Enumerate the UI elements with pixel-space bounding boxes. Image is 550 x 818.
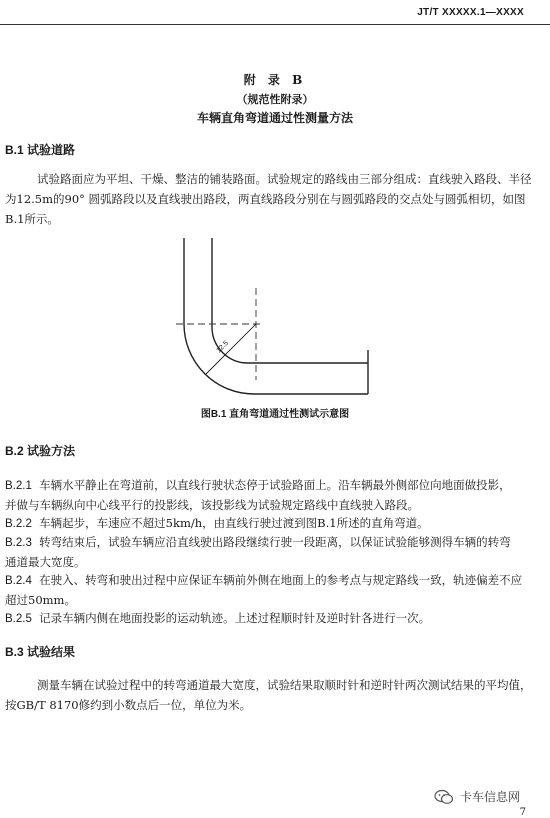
inner-arc xyxy=(212,327,248,363)
paragraph-line: 按GB/T 8170修约到小数点后一位，单位为米。 xyxy=(5,698,252,712)
paragraph-line: 测量车辆在试验过程中的转弯通道最大宽度，试验结果取顺时针和逆时针两次测试结果的平均值， xyxy=(37,678,532,692)
item-b2-2: B.2.2 车辆起步，车速应不超过5km/h，由直线行驶过渡到图B.1所述的直角弯道。 xyxy=(5,516,429,530)
section-b1-paragraph xyxy=(5,169,537,229)
section-b3-paragraph xyxy=(5,675,537,715)
section-b2-heading: B.2 试验方法 xyxy=(5,444,76,458)
paragraph-line: B.1所示。 xyxy=(5,212,59,226)
outer-arc xyxy=(184,324,254,394)
section-b3-heading: B.3 试验结果 xyxy=(5,645,76,659)
appendix-label: 附 录 B xyxy=(243,73,307,87)
appendix-title: 车辆直角弯道通过性测量方法 xyxy=(196,111,353,125)
wechat-icon xyxy=(434,789,454,805)
item-b2-1: B.2.1 车辆水平静止在弯道前，以直线行驶状态停于试验路面上。沿车辆最外侧部位向地面做投影， 并做与车辆纵向中心线平行的投影线，该投影线为试验规定路线中直线驶入路段。 xyxy=(5,478,511,512)
watermark xyxy=(434,788,520,805)
paragraph-line: 为12.5m的90° 圆弧路段以及直线驶出路段，两直线路段分别在与圆弧路段的交点处与圆弧相切，如图 xyxy=(5,192,526,206)
radius-line xyxy=(206,324,256,374)
item-b2-5: B.2.5 记录车辆内侧在地面投影的运动轨迹。上述过程顺时针及逆时针各进行一次。 xyxy=(5,611,431,625)
item-b2-3: B.2.3 转弯结束后，试验车辆应沿直线驶出路段继续行驶一段距离，以保证试验能够测得车辆的转弯 通道最大宽度。 xyxy=(5,535,511,569)
watermark-text: 卡车信息网 xyxy=(459,790,520,804)
page-number: 7 xyxy=(519,807,526,818)
header-rule xyxy=(0,24,550,25)
curve-diagram xyxy=(170,232,380,397)
radius-label: 12.5 xyxy=(215,339,231,355)
item-b2-4: B.2.4 在驶入、转弯和驶出过程中应保证车辆前外侧在地面上的参考点与规定路线一致，轨迹偏差不应 超过50mm。 xyxy=(5,573,523,607)
paragraph-line: 试验路面应为平坦、干燥、整洁的铺装路面。试验规定的路线由三部分组成：直线驶入路段、半径 xyxy=(37,172,532,186)
section-b1-heading: B.1 试验道路 xyxy=(5,143,76,157)
appendix-type: （规范性附录） xyxy=(236,93,314,106)
figure-caption: 图B.1 直角弯道通过性测试示意图 xyxy=(200,409,350,420)
document-code: JT/T XXXXX.1—XXXX xyxy=(417,7,524,18)
